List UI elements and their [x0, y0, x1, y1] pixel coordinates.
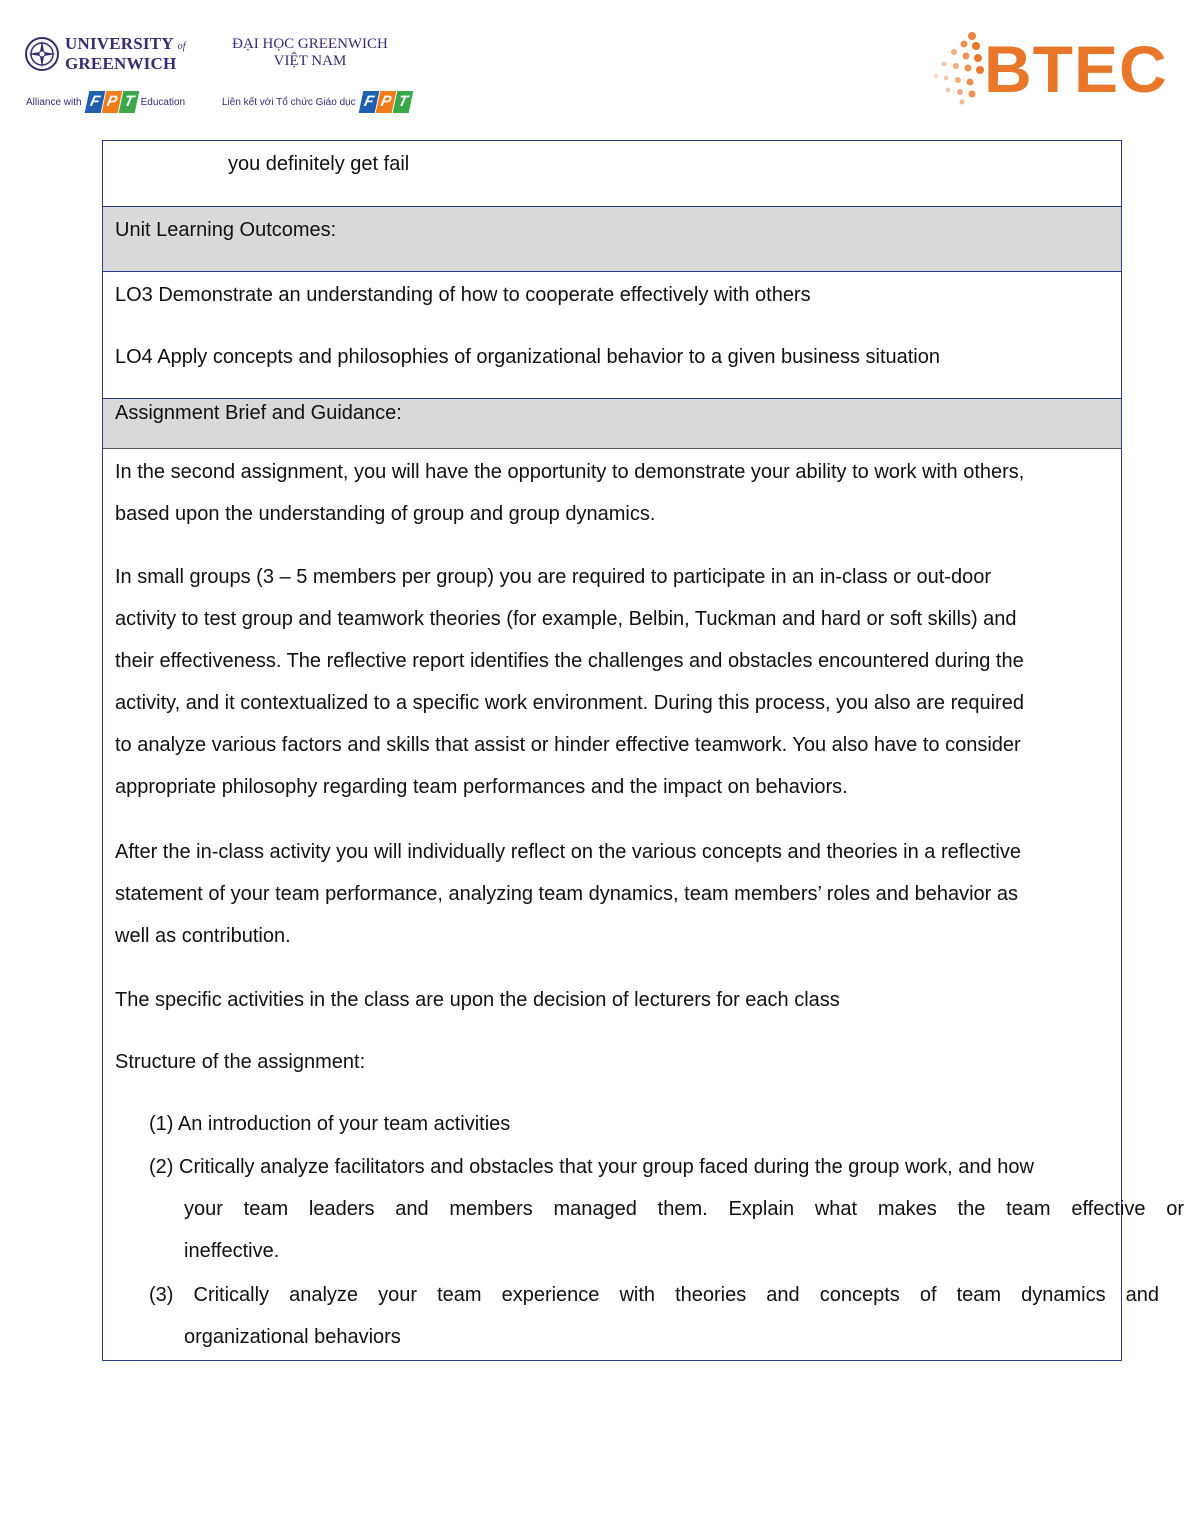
greenwich-crest-icon: [24, 36, 60, 72]
fail-note: you definitely get fail: [228, 153, 410, 175]
table-row: [103, 272, 1121, 399]
list-item: (3) Critically analyze your team experience with theories and concepts of team dynamics and organizational behaviors: [149, 1284, 1159, 1348]
table-row: [103, 399, 1121, 449]
page-header: [0, 0, 1190, 130]
table-row: [103, 141, 1121, 207]
assignment-brief-heading: Assignment Brief and Guidance:: [115, 402, 402, 424]
fpt-logo: F P T: [87, 91, 138, 113]
dai-hoc-greenwich-wordmark: ĐẠI HỌC GREENWICH VIỆT NAM: [232, 36, 388, 69]
btec-logo: [932, 30, 1168, 108]
btec-wordmark: BTEC: [984, 32, 1168, 106]
list-item: (2) Critically analyze facilitators and obstacles that your group faced during the group work, and how your team leaders and members managed them. Explain what makes the team effective or ineffective.: [149, 1156, 1184, 1262]
paragraph: After the in-class activity you will individually reflect on the various concepts and theories in a reflective statement of your team performance, analyzing team dynamics, team members’ roles and behavior as well as contribution.: [115, 841, 1021, 947]
table-row: [103, 207, 1121, 272]
btec-dots-icon: [932, 30, 988, 108]
fpt-logo: F P T: [361, 91, 412, 113]
paragraph: In small groups (3 – 5 members per group) you are required to participate in an in-class or out-door activity to test group and teamwork theories (for example, Belbin, Tuckman and hard or soft skills) and their effectiveness. The reflective report identifies the challenges and obstacles encountered during the activity, and it contextualized to a specific work environment. During this process, you also are required to analyze various factors and skills that assist or hinder effective teamwork. You also have to consider appropriate philosophy regarding team performances and the impact on behaviors.: [115, 566, 1024, 798]
lien-ket-fpt: Liên kết với Tổ chức Giáo dục F P T: [222, 88, 415, 116]
uog-wordmark: UNIVERSITY of GREENWICH: [65, 34, 186, 73]
table-row: [103, 449, 1184, 1360]
university-of-greenwich-logo: [24, 34, 204, 78]
lo4-text: LO4 Apply concepts and philosophies of organizational behavior to a given business situation: [115, 346, 940, 368]
paragraph: The specific activities in the class are upon the decision of lecturers for each class: [115, 989, 840, 1011]
alliance-with-fpt-education: Alliance with F P T Education: [26, 88, 185, 116]
lo3-text: LO3 Demonstrate an understanding of how to cooperate effectively with others: [115, 284, 811, 306]
list-item: (1) An introduction of your team activities: [149, 1113, 511, 1135]
assignment-brief-table: [102, 140, 1184, 1361]
structure-heading: Structure of the assignment:: [115, 1051, 366, 1073]
paragraph: In the second assignment, you will have the opportunity to demonstrate your ability to work with others, based upon the understanding of group and group dynamics.: [115, 461, 1025, 525]
learning-outcomes-heading: Unit Learning Outcomes:: [115, 219, 337, 241]
